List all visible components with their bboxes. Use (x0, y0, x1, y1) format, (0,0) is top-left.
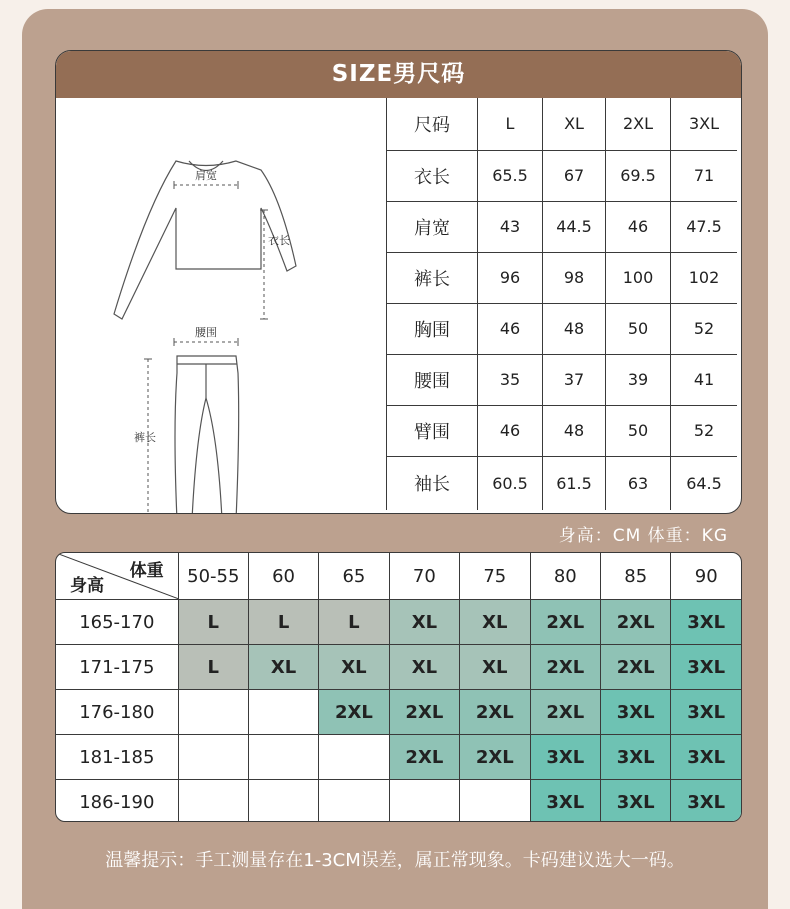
size-cell: 3XL (601, 735, 671, 780)
measurement-value: 61.5 (543, 456, 606, 510)
measurement-label: 衣长 (387, 150, 478, 201)
size-header-cell: 3XL (671, 98, 738, 150)
height-range-cell: 186-190 (56, 780, 178, 823)
size-cell: XL (460, 600, 530, 645)
size-cell: XL (460, 645, 530, 690)
size-cell: XL (319, 645, 389, 690)
size-cell: 2XL (530, 600, 600, 645)
measurement-value: 69.5 (606, 150, 671, 201)
waist-label: 腰围 (195, 326, 217, 339)
empty-cell (389, 780, 459, 823)
measurement-value: 46 (478, 303, 543, 354)
size-cell: 2XL (601, 645, 671, 690)
measurement-value: 96 (478, 252, 543, 303)
measurement-value: 50 (606, 303, 671, 354)
shoulder-label: 肩宽 (195, 169, 217, 182)
measurement-value: 47.5 (671, 201, 738, 252)
size-cell: 3XL (601, 690, 671, 735)
measurement-value: 43 (478, 201, 543, 252)
top-length-label: 衣长 (268, 234, 290, 247)
measurement-value: 48 (543, 303, 606, 354)
measurement-label: 胸围 (387, 303, 478, 354)
weight-header-cell: 70 (389, 553, 459, 600)
measurement-value: 64.5 (671, 456, 738, 510)
measurement-value: 63 (606, 456, 671, 510)
height-range-cell: 171-175 (56, 645, 178, 690)
weight-header-cell: 90 (671, 553, 741, 600)
weight-header-row (56, 553, 741, 600)
empty-cell (178, 780, 248, 823)
size-cell: 2XL (601, 600, 671, 645)
height-range-cell: 176-180 (56, 690, 178, 735)
size-cell: L (319, 600, 389, 645)
corner-cell (56, 553, 178, 600)
pants-length-label: 裤长 (134, 431, 156, 444)
measurement-value: 37 (543, 354, 606, 405)
size-cell: 3XL (671, 690, 741, 735)
measurement-value: 102 (671, 252, 738, 303)
measurement-value: 50 (606, 405, 671, 456)
empty-cell (319, 780, 389, 823)
measurement-value: 60.5 (478, 456, 543, 510)
size-cell: 3XL (671, 780, 741, 823)
units-note: 身高：CM 体重：KG (558, 526, 728, 546)
measurement-value: 65.5 (478, 150, 543, 201)
height-row (56, 600, 741, 645)
empty-cell (248, 780, 318, 823)
measurement-tip: 温馨提示：手工测量存在1-3CM误差，属正常现象。卡码建议选大一码。 (105, 850, 685, 871)
size-cell: 2XL (460, 735, 530, 780)
garment-diagram (56, 98, 386, 514)
empty-cell (248, 735, 318, 780)
height-range-cell: 165-170 (56, 600, 178, 645)
measurement-value: 39 (606, 354, 671, 405)
size-cell: L (178, 600, 248, 645)
height-row (56, 645, 741, 690)
measurement-value: 98 (543, 252, 606, 303)
size-cell: 2XL (319, 690, 389, 735)
height-row (56, 780, 741, 823)
size-cell: L (248, 600, 318, 645)
measurement-value: 48 (543, 405, 606, 456)
measurement-value: 100 (606, 252, 671, 303)
size-cell: 3XL (601, 780, 671, 823)
size-cell: 2XL (460, 690, 530, 735)
measurement-row (387, 252, 738, 303)
measurement-row (387, 201, 738, 252)
measurement-label: 袖长 (387, 456, 478, 510)
weight-header-cell: 65 (319, 553, 389, 600)
size-measurement-table (386, 98, 737, 510)
weight-header-cell: 85 (601, 553, 671, 600)
size-chart-title: SIZE男尺码 (56, 51, 741, 98)
empty-cell (248, 690, 318, 735)
size-cell: XL (389, 600, 459, 645)
measurement-row (387, 354, 738, 405)
size-header-cell: XL (543, 98, 606, 150)
size-recommendation-card (55, 552, 742, 822)
measurement-row (387, 303, 738, 354)
size-cell: 2XL (389, 690, 459, 735)
size-cell: 3XL (671, 600, 741, 645)
size-cell: XL (389, 645, 459, 690)
height-axis-label: 身高 (70, 576, 104, 596)
measurement-value: 46 (478, 405, 543, 456)
measurement-row (387, 456, 738, 510)
height-row (56, 735, 741, 780)
size-header-cell: 2XL (606, 98, 671, 150)
empty-cell (178, 690, 248, 735)
size-chart-card (55, 50, 742, 514)
weight-header-cell: 75 (460, 553, 530, 600)
size-cell: L (178, 645, 248, 690)
measurement-value: 44.5 (543, 201, 606, 252)
weight-axis-label: 体重 (129, 561, 164, 581)
empty-cell (319, 735, 389, 780)
measurement-label: 肩宽 (387, 201, 478, 252)
weight-header-cell: 60 (248, 553, 318, 600)
measurement-value: 41 (671, 354, 738, 405)
size-cell: 3XL (530, 780, 600, 823)
size-cell: 3XL (671, 735, 741, 780)
size-cell: 3XL (671, 645, 741, 690)
size-cell: 2XL (389, 735, 459, 780)
weight-header-cell: 80 (530, 553, 600, 600)
measurement-label: 臂围 (387, 405, 478, 456)
size-header-row (387, 98, 738, 150)
size-cell: XL (248, 645, 318, 690)
measurement-label: 腰围 (387, 354, 478, 405)
measurement-label: 裤长 (387, 252, 478, 303)
measurement-value: 52 (671, 405, 738, 456)
height-row (56, 690, 741, 735)
height-range-cell: 181-185 (56, 735, 178, 780)
measurement-value: 46 (606, 201, 671, 252)
measurement-value: 67 (543, 150, 606, 201)
size-cell: 3XL (530, 735, 600, 780)
size-cell: 2XL (530, 645, 600, 690)
empty-cell (460, 780, 530, 823)
garment-illustration (56, 98, 386, 514)
size-header-cell: 尺码 (387, 98, 478, 150)
size-recommendation-table (56, 553, 741, 822)
measurement-value: 35 (478, 354, 543, 405)
weight-header-cell: 50-55 (178, 553, 248, 600)
size-cell: 2XL (530, 690, 600, 735)
measurement-row (387, 405, 738, 456)
measurement-value: 71 (671, 150, 738, 201)
size-header-cell: L (478, 98, 543, 150)
measurement-row (387, 150, 738, 201)
empty-cell (178, 735, 248, 780)
measurement-value: 52 (671, 303, 738, 354)
